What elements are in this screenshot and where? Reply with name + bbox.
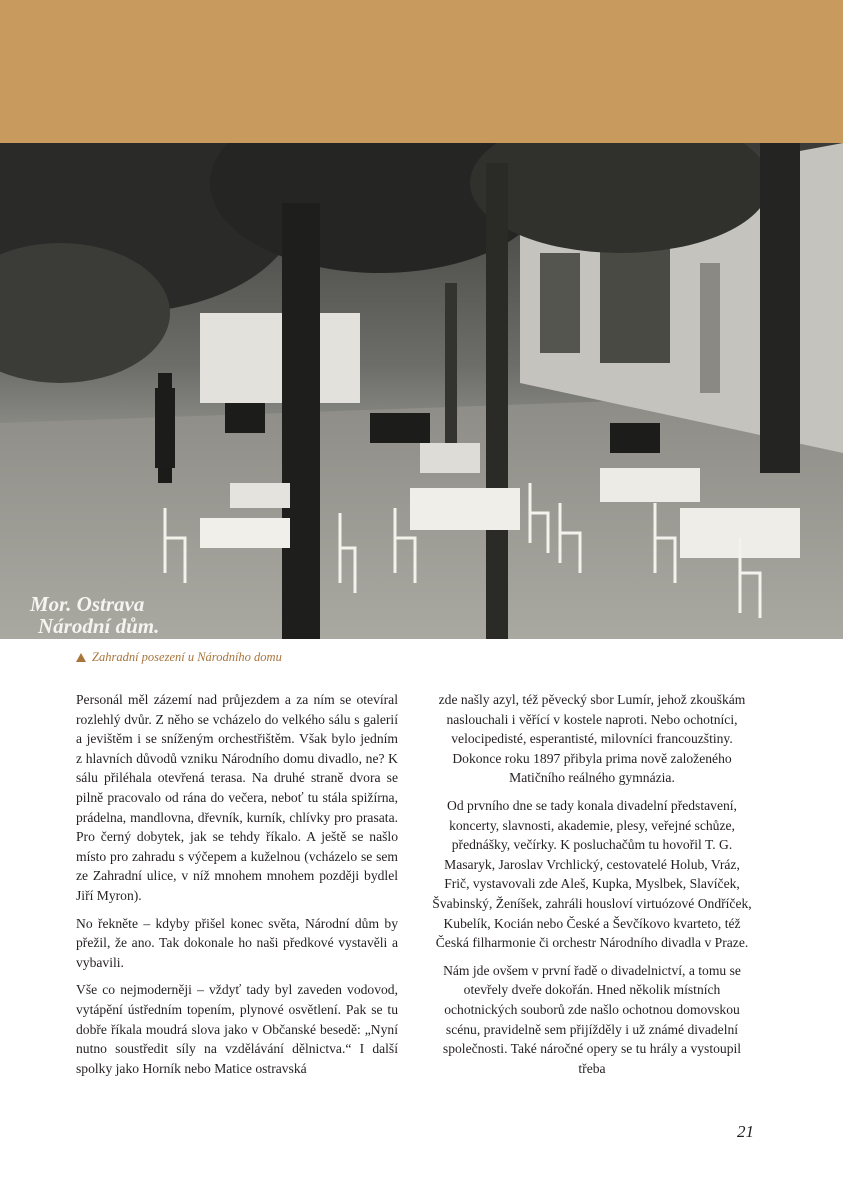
right-paragraph-3: Nám jde ovšem v první řadě o divadelnictví, a tomu se otevřely dveře dokořán. Hned několik místních ochotnických souborů zde našlo ochotnou domovskou scénu, pravidelně sem přijížděly i už známé divadelní společnosti. Také náročné opery se tu hrály a vystoupil třeba: [442, 962, 742, 1076]
photo-inscription-line1: Mor. Ostrava: [30, 592, 145, 616]
left-paragraph-2: No řekněte – kdyby přišel konec světa, Národní dům by přežil, že ano. Tak dokonale ho naši předkové vystavěli a vybavili.: [76, 915, 398, 970]
right-paragraph-2: Od prvního dne se tady konala divadelní představení, koncerty, slavnosti, akademie, plesy, veřejné schůze, přednášky, večírky. K posluchačům tu hovořil T. G. Masaryk, Jaroslav Vrchlický, cestovatelé Holub, Vráz, Frič, vystavovali zde Aleš, Kupka, Myslbek, Slavíček, Švabinský, Ženíšek, zahráli housloví virtuózové Ondříček, Kubelík, Kocián nebo České a Ševčíkovo kvarteto, též Česká filharmonie či orchestr Národního divadla v Praze.: [432, 797, 752, 951]
page-number: 21: [737, 1122, 754, 1141]
right-paragraph-1: zde našly azyl, též pěvecký sbor Lumír, jehož zkouškám naslouchali i věřící v kostele naproti. Nebo ochotníci, velocipedisté, esperantisté, milovníci francouzštiny. Dokonce roku 1897 přibyla prima nově založeného Matičního reálného gymnázia.: [438, 692, 746, 786]
photo-inscription-line2: Národní dům.: [38, 614, 160, 638]
photo-caption: [76, 648, 282, 666]
triangle-up-icon: [76, 653, 86, 662]
garden-photo-illustration: [0, 143, 843, 639]
garden-photo: [0, 143, 843, 639]
left-text-column: [76, 690, 398, 1086]
left-paragraph-3: Vše co nejmoderněji – vždyť tady byl zaveden vodovod, vytápění ústředním topením, plynové osvětlení. Pak se tu dobře říkala moudrá slova jako v Občanské besedě: „Nyní nutno soustředit síly na vzdělávání dělnictva.“ I další spolky jako Horník nebo Matice ostravská: [76, 982, 398, 1076]
right-text-column: [431, 690, 753, 1086]
top-color-band: [0, 0, 843, 143]
left-paragraph-1: Personál měl zázemí nad průjezdem a za ním se otevíral rozlehlý dvůr. Z něho se vcházelo do velkého sálu s galerií a jevištěm i se sníženým orchestřištěm. Však bylo jedním z hlavních důvodů vzniku Národního domu divadlo, ne? K sálu přiléhala otevřená terasa. Na druhé straně dvora se pilně pracovalo od rána do večera, neboť tu stála spižírna, prádelna, mandlovna, dřevník, kurník, chlívky pro prasata. Pro černý dobytek, jak se tehdy říkalo. A ještě se našlo místo pro zahradu s výčepem a kuželnou (vcházelo se sem ze Zahradní ulice, v níž mnohem mnohem později bydlel Jiří Myron).: [76, 692, 398, 903]
photo-caption-text: Zahradní posezení u Národního domu: [92, 649, 282, 664]
